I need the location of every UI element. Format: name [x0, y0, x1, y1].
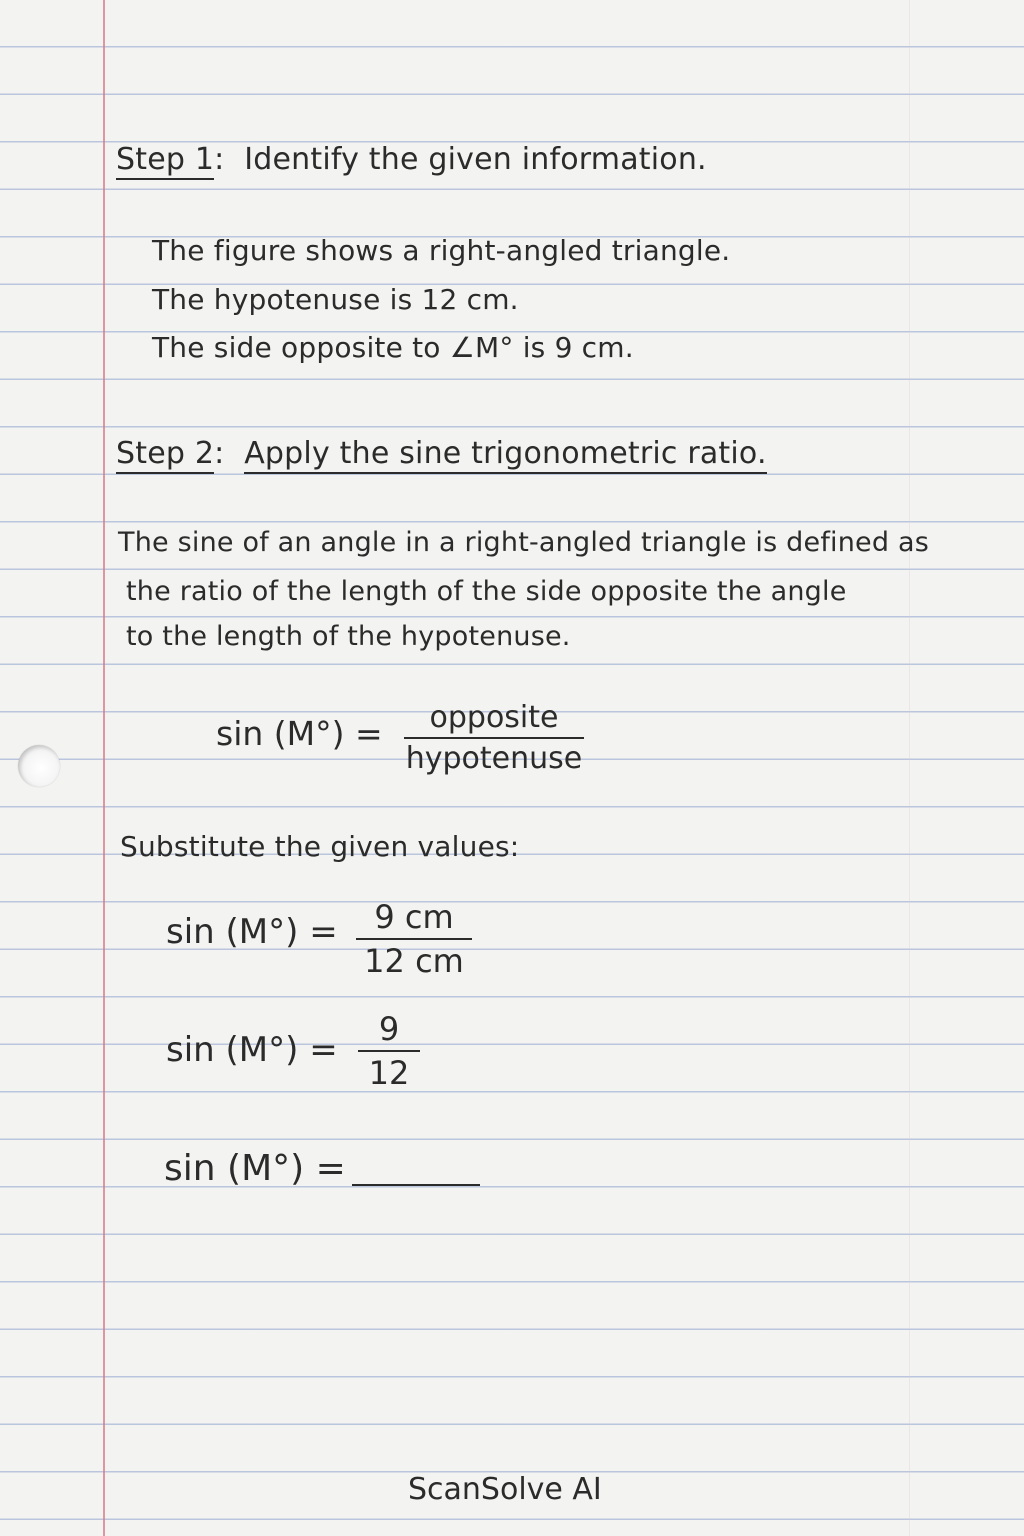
given-line-3: The side opposite to ∠M° is 9 cm. — [152, 331, 634, 364]
sub1-denominator: 12 cm — [364, 942, 464, 980]
sub1-lhs: sin (M°) = — [166, 912, 338, 952]
margin-line — [103, 0, 105, 1536]
definition-line-3: to the length of the hypotenuse. — [126, 621, 571, 652]
sub1-fraction — [356, 898, 472, 980]
fraction-bar — [358, 1050, 420, 1052]
step1-label: Step 1 — [116, 142, 214, 180]
step1-heading — [116, 142, 707, 177]
step2-title: Apply the sine trigonometric ratio. — [244, 436, 767, 474]
punch-hole — [18, 745, 60, 787]
fraction-bar — [356, 938, 472, 940]
given-line-1: The figure shows a right-angled triangle. — [152, 234, 731, 267]
formula-numerator: opposite — [429, 700, 559, 735]
formula-fraction — [404, 700, 584, 776]
step2-colon: : — [214, 436, 225, 471]
definition-line-1: The sine of an angle in a right-angled triangle is defined as — [118, 527, 929, 558]
formula-denominator: hypotenuse — [405, 741, 583, 776]
sub2-lhs: sin (M°) = — [166, 1030, 338, 1070]
substitute-label: Substitute the given values: — [120, 830, 520, 863]
answer-blank — [352, 1184, 480, 1186]
sub2-denominator: 12 — [368, 1054, 410, 1092]
formula-lhs: sin (M°) = — [216, 714, 383, 753]
final-lhs: sin (M°) = — [164, 1148, 346, 1189]
fraction-bar — [404, 737, 584, 739]
step1-title: Identify the given information. — [244, 142, 707, 177]
sub1-numerator: 9 cm — [374, 898, 454, 936]
given-line-2: The hypotenuse is 12 cm. — [152, 283, 519, 316]
step1-colon: : — [214, 142, 225, 177]
faint-right-line — [909, 0, 910, 1536]
brand-label: ScanSolve AI — [408, 1472, 602, 1507]
definition-line-2: the ratio of the length of the side opposite the angle — [126, 576, 847, 607]
step2-heading — [116, 436, 767, 471]
sub2-fraction — [358, 1010, 420, 1092]
sub2-numerator: 9 — [378, 1010, 400, 1048]
step2-label: Step 2 — [116, 436, 214, 474]
